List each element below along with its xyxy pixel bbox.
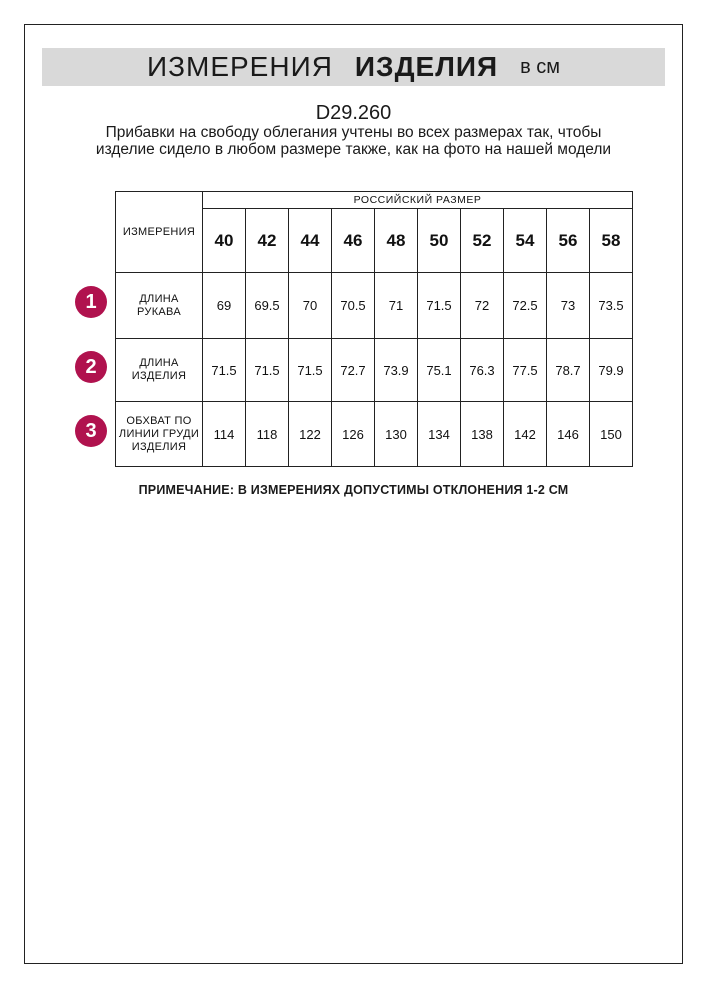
table-cell: 69.5: [246, 273, 289, 339]
table-cell: 71: [375, 273, 418, 339]
table-row-garment-length: [116, 339, 633, 402]
measurement-header: ИЗМЕРЕНИЯ: [116, 192, 203, 273]
table-cell: 71.5: [203, 339, 246, 402]
size-header-cell: 54: [504, 209, 547, 273]
title-unit: в см: [520, 55, 561, 78]
size-header-cell: 58: [590, 209, 633, 273]
table-cell: 150: [590, 402, 633, 467]
size-header-cell: 52: [461, 209, 504, 273]
table-cell: 76.3: [461, 339, 504, 402]
table-cell: 72: [461, 273, 504, 339]
number-badge-1: 1: [75, 286, 107, 318]
table-cell: 70.5: [332, 273, 375, 339]
table-cell: 71.5: [246, 339, 289, 402]
table-cell: 130: [375, 402, 418, 467]
table-cell: 72.5: [504, 273, 547, 339]
table-cell: 75.1: [418, 339, 461, 402]
table-cell: 71.5: [289, 339, 332, 402]
russian-size-header: РОССИЙСКИЙ РАЗМЕР: [203, 192, 633, 209]
table-cell: 126: [332, 402, 375, 467]
size-header-cell: 46: [332, 209, 375, 273]
table-cell: 142: [504, 402, 547, 467]
table-cell: 78.7: [547, 339, 590, 402]
title-bar: [42, 48, 665, 86]
table-row-chest-girth: [116, 402, 633, 467]
table-cell: 69: [203, 273, 246, 339]
row-label: ДЛИНА ИЗДЕЛИЯ: [116, 339, 203, 402]
size-table: [115, 191, 633, 467]
product-code: D29.260: [315, 102, 392, 124]
table-cell: 138: [461, 402, 504, 467]
table-cell: 114: [203, 402, 246, 467]
size-header-cell: 56: [547, 209, 590, 273]
tolerance-note: ПРИМЕЧАНИЕ: В ИЗМЕРЕНИЯХ ДОПУСТИМЫ ОТКЛОНЕНИЯ 1-2 СМ: [138, 483, 569, 497]
size-header-cell: 42: [246, 209, 289, 273]
table-cell: 73.5: [590, 273, 633, 339]
title-measurements: ИЗМЕРЕНИЯ: [146, 51, 333, 82]
table-cell: 72.7: [332, 339, 375, 402]
fit-description: Прибавки на свободу облегания учтены во всех размерах так, чтобы изделие сидело в любом размере также, как на фото на нашей модели: [95, 124, 612, 158]
table-cell: 118: [246, 402, 289, 467]
table-cell: 146: [547, 402, 590, 467]
size-header-cell: 50: [418, 209, 461, 273]
table-cell: 79.9: [590, 339, 633, 402]
table-cell: 122: [289, 402, 332, 467]
table-cell: 70: [289, 273, 332, 339]
table-cell: 73.9: [375, 339, 418, 402]
title-product: ИЗДЕЛИЯ: [354, 51, 499, 82]
row-label: ОБХВАТ ПО ЛИНИИ ГРУДИ ИЗДЕЛИЯ: [116, 402, 203, 467]
size-header-cell: 48: [375, 209, 418, 273]
number-badge-2: 2: [75, 351, 107, 383]
table-row-sleeve-length: [116, 273, 633, 339]
table-cell: 134: [418, 402, 461, 467]
table-cell: 73: [547, 273, 590, 339]
number-badge-3: 3: [75, 415, 107, 447]
size-header-cell: 40: [203, 209, 246, 273]
table-cell: 71.5: [418, 273, 461, 339]
table-cell: 77.5: [504, 339, 547, 402]
size-header-cell: 44: [289, 209, 332, 273]
row-label: ДЛИНА РУКАВА: [116, 273, 203, 339]
